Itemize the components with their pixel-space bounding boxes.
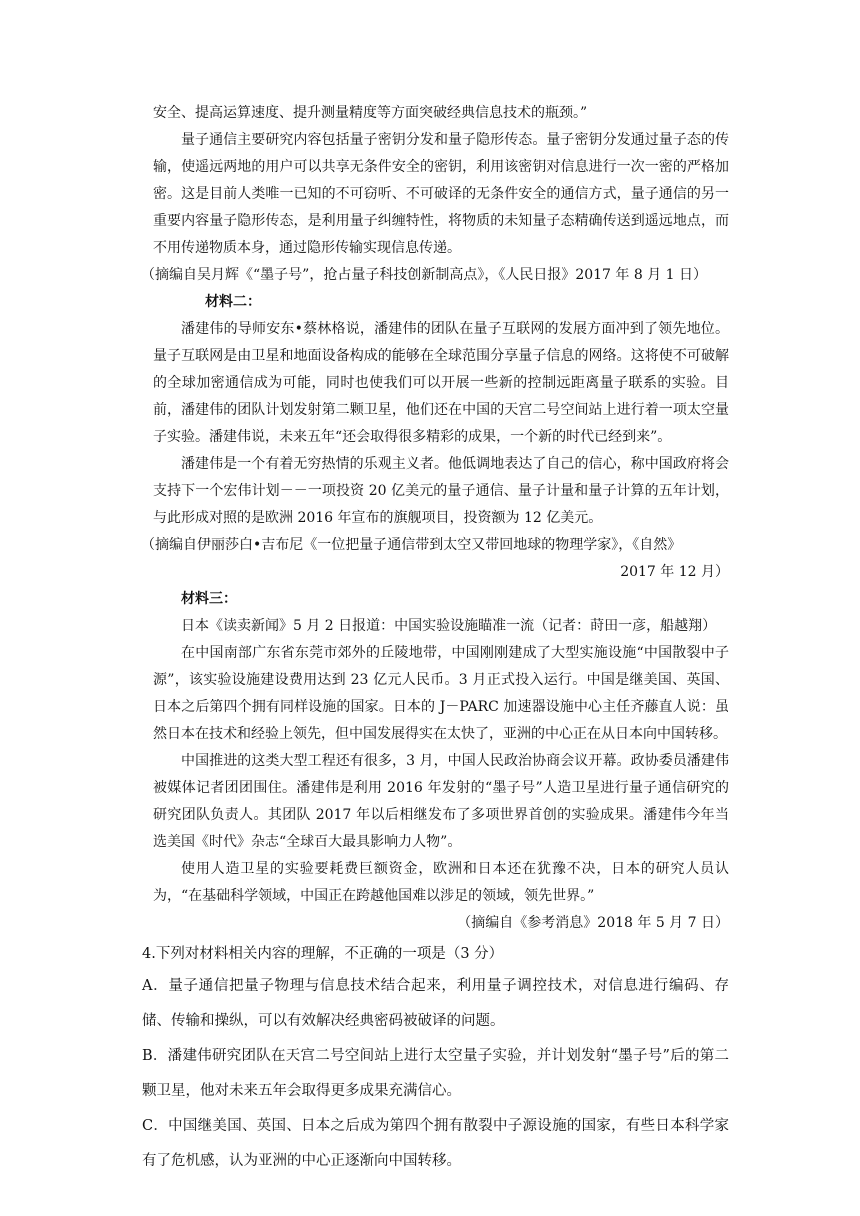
document-page [141,100,729,1179]
material-two-paragraph-2: 潘建伟是一个有着无穷热情的乐观主义者。他低调地表达了自己的信心，称中国政府将会支持下一个宏伟计划－－一项投资 20 亿美元的量子通信、量子计量和量子计算的五年计划，与此形成对照的是欧洲 2016 年宣布的旗舰项目，投资额为 12 亿美元。 [153,456,729,526]
material-one-paragraph: 量子通信主要研究内容包括量子密钥分发和量子隐形传态。量子密钥分发通过量子态的传输，使遥远两地的用户可以共享无条件安全的密钥，利用该密钥对信息进行一次一密的严格加密。这是目前人类唯一已知的不可窃听、不可破译的无条件安全的通信方式，量子通信的另一重要内容量子隐形传态，是利用量子纠缠特性，将物质的未知量子态精确传送到遥远地点，而不用传递物质本身，通过隐形传输实现信息传递。 [153,132,729,256]
material-three-paragraph-3: 使用人造卫星的实验要耗费巨额资金，欧洲和日本还在犹豫不决，日本的研究人员认为，“在基础科学领域，中国正在跨越他国难以涉足的领域，领先世界。” [153,861,729,904]
material-three-paragraph-1: 在中国南部广东省东莞市郊外的丘陵地带，中国刚刚建成了大型实施设施“中国散裂中子源”，该实验设施建设费用达到 23 亿元人民币。3 月正式投入运行。中国是继美国、英国、日本之后第四个拥有同样设施的国家。日本的 J－PARC 加速器设施中心主任齐藤直人说：虽然日本在技术和经验上领先，但中国发展得实在太快了，亚洲的中心正在从日本向中国转移。 [153,645,729,742]
material-one-source: （摘编自吴月辉《“墨子号”，抢占量子科技创新制高点》，《人民日报》2017 年 8 月 1 日） [141,267,708,283]
question-4 [142,939,729,1179]
material-two-source-line-2: 2017 年 12 月） [620,564,729,580]
material-three-intro: 日本《读卖新闻》5 月 2 日报道：中国实验设施瞄准一流（记者：莳田一彦，船越翔） [181,618,717,634]
material-two-heading: 材料二： [205,294,261,310]
option-b[interactable]: B．潘建伟研究团队在天宫二号空间站上进行太空量子实验，并计划发射“墨子号”后的第二颗卫星，他对未来五年会取得更多成果充满信心。 [142,1048,729,1099]
option-a[interactable]: A．量子通信把量子物理与信息技术结合起来，利用量子调控技术，对信息进行编码、存储、传输和操纵，可以有效解决经典密码被破译的问题。 [142,978,729,1029]
question-title: 4.下列对材料相关内容的理解，不正确的一项是（3 分） [142,946,504,962]
material-two-paragraph-1: 潘建伟的导师安东•蔡林格说，潘建伟的团队在量子互联网的发展方面冲到了领先地位。量子互联网是由卫星和地面设备构成的能够在全球范围分享量子信息的网络。这将使不可破解的全球加密通信成为可能，同时也使我们可以开展一些新的控制远距离量子联系的实验。目前，潘建伟的团队计划发射第二颗卫星，他们还在中国的天宫二号空间站上进行着一项太空量子实验。潘建伟说，未来五年“还会取得很多精彩的成果，一个新的时代已经到来”。 [153,321,729,445]
option-c[interactable]: C．中国继美国、英国、日本之后成为第四个拥有散裂中子源设施的国家，有些日本科学家有了危机感，认为亚洲的中心正逐渐向中国转移。 [142,1118,729,1169]
material-three-source: （摘编自《参考消息》2018 年 5 月 7 日） [457,915,729,931]
material-two-source-line-1: （摘编自伊丽莎白•吉布尼《一位把量子通信带到太空又带回地球的物理学家》，《自然》 [141,537,682,553]
material-one-continued-line: 安全、提高运算速度、提升测量精度等方面突破经典信息技术的瓶颈。” [153,105,588,121]
material-three-paragraph-2: 中国推进的这类大型工程还有很多，3 月，中国人民政治协商会议开幕。政协委员潘建伟被媒体记者团团围住。潘建伟是利用 2016 年发射的“墨子号”人造卫星进行量子通信研究的研究团队负责人。其团队 2017 年以后相继发布了多项世界首创的实验成果。潘建伟今年当选美国《时代》杂志“全球百大最具影响力人物”。 [153,753,729,850]
material-three-heading: 材料三： [181,591,237,607]
